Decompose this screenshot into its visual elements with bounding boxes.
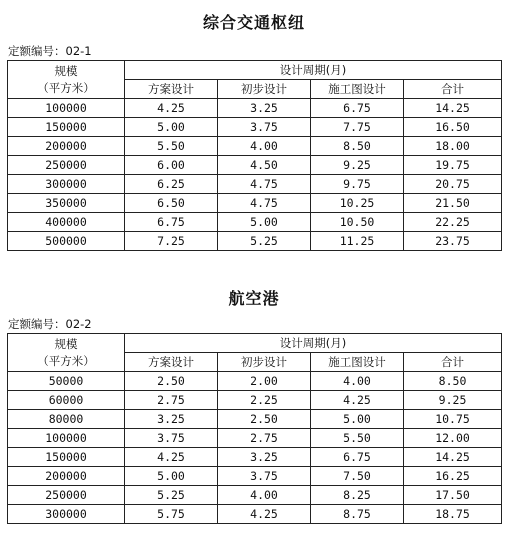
period-cell: 19.75 (404, 156, 502, 175)
period-cell: 20.75 (404, 175, 502, 194)
period-cell: 10.25 (311, 194, 404, 213)
period-cell: 4.50 (218, 156, 311, 175)
period-header: 设计周期(月) (125, 334, 502, 353)
period-cell: 5.50 (311, 429, 404, 448)
period-cell: 4.75 (218, 194, 311, 213)
table-row (8, 486, 502, 505)
period-cell: 4.25 (125, 448, 218, 467)
table-row (8, 118, 502, 137)
period-cell: 18.75 (404, 505, 502, 524)
table-row (8, 372, 502, 391)
scale-cell: 250000 (8, 156, 125, 175)
scale-cell: 50000 (8, 372, 125, 391)
quota-code-label: 定额编号：02-2 (8, 317, 92, 331)
period-cell: 4.00 (218, 137, 311, 156)
table-row (8, 467, 502, 486)
table-row (8, 232, 502, 251)
scale-cell: 350000 (8, 194, 125, 213)
period-cell: 10.50 (311, 213, 404, 232)
table-row (8, 429, 502, 448)
section-title: 航空港 (228, 289, 280, 308)
period-cell: 12.00 (404, 429, 502, 448)
table-row (8, 505, 502, 524)
table-row (8, 448, 502, 467)
period-cell: 14.25 (404, 448, 502, 467)
period-cell: 6.50 (125, 194, 218, 213)
period-cell: 2.00 (218, 372, 311, 391)
period-cell: 5.50 (125, 137, 218, 156)
col-header-construction: 施工图设计 (311, 353, 404, 372)
period-cell: 5.00 (125, 118, 218, 137)
scale-header-unit: （平方米） (37, 353, 95, 368)
col-header-total: 合计 (404, 80, 502, 99)
period-cell: 14.25 (404, 99, 502, 118)
scale-header (8, 334, 125, 372)
col-header-scheme: 方案设计 (125, 353, 218, 372)
period-cell: 18.00 (404, 137, 502, 156)
period-cell: 3.25 (218, 448, 311, 467)
scale-cell: 250000 (8, 486, 125, 505)
period-cell: 4.25 (311, 391, 404, 410)
period-header: 设计周期(月) (125, 61, 502, 80)
period-cell: 16.25 (404, 467, 502, 486)
period-cell: 4.25 (125, 99, 218, 118)
period-cell: 7.75 (311, 118, 404, 137)
period-cell: 9.75 (311, 175, 404, 194)
period-cell: 10.75 (404, 410, 502, 429)
period-cell: 21.50 (404, 194, 502, 213)
scale-cell: 150000 (8, 118, 125, 137)
period-cell: 5.25 (218, 232, 311, 251)
period-cell: 8.50 (404, 372, 502, 391)
period-cell: 5.00 (218, 213, 311, 232)
period-cell: 16.50 (404, 118, 502, 137)
period-cell: 8.75 (311, 505, 404, 524)
period-cell: 2.75 (125, 391, 218, 410)
col-header-construction: 施工图设计 (311, 80, 404, 99)
table-row (8, 137, 502, 156)
period-cell: 6.75 (125, 213, 218, 232)
period-cell: 3.25 (125, 410, 218, 429)
period-cell: 2.50 (125, 372, 218, 391)
table-row (8, 194, 502, 213)
design-period-table (7, 60, 502, 251)
period-cell: 4.25 (218, 505, 311, 524)
period-cell: 4.00 (311, 372, 404, 391)
scale-header-label: 规模 (54, 336, 78, 351)
col-header-preliminary: 初步设计 (218, 80, 311, 99)
table-row (8, 175, 502, 194)
scale-cell: 150000 (8, 448, 125, 467)
table-row (8, 213, 502, 232)
table-row (8, 410, 502, 429)
period-cell: 8.50 (311, 137, 404, 156)
table-row (8, 156, 502, 175)
scale-header-unit: （平方米） (37, 80, 95, 95)
scale-cell: 100000 (8, 99, 125, 118)
period-cell: 11.25 (311, 232, 404, 251)
col-header-preliminary: 初步设计 (218, 353, 311, 372)
scale-cell: 300000 (8, 175, 125, 194)
period-cell: 5.00 (125, 467, 218, 486)
period-cell: 9.25 (404, 391, 502, 410)
table-row (8, 391, 502, 410)
period-cell: 17.50 (404, 486, 502, 505)
scale-cell: 200000 (8, 137, 125, 156)
period-cell: 5.25 (125, 486, 218, 505)
period-cell: 9.25 (311, 156, 404, 175)
period-cell: 6.75 (311, 99, 404, 118)
period-cell: 3.75 (218, 118, 311, 137)
col-header-total: 合计 (404, 353, 502, 372)
period-cell: 7.25 (125, 232, 218, 251)
scale-cell: 300000 (8, 505, 125, 524)
period-cell: 6.00 (125, 156, 218, 175)
col-header-scheme: 方案设计 (125, 80, 218, 99)
section-title: 综合交通枢纽 (202, 13, 305, 32)
period-cell: 8.25 (311, 486, 404, 505)
scale-header (8, 61, 125, 99)
period-cell: 5.00 (311, 410, 404, 429)
period-cell: 22.25 (404, 213, 502, 232)
scale-header-label: 规模 (54, 63, 78, 78)
scale-cell: 200000 (8, 467, 125, 486)
period-cell: 5.75 (125, 505, 218, 524)
period-cell: 2.50 (218, 410, 311, 429)
period-cell: 3.25 (218, 99, 311, 118)
scale-cell: 400000 (8, 213, 125, 232)
scale-cell: 500000 (8, 232, 125, 251)
scale-cell: 80000 (8, 410, 125, 429)
period-cell: 7.50 (311, 467, 404, 486)
period-cell: 6.75 (311, 448, 404, 467)
quota-code-label: 定额编号：02-1 (8, 44, 92, 58)
period-cell: 6.25 (125, 175, 218, 194)
period-cell: 2.25 (218, 391, 311, 410)
design-period-table (7, 333, 502, 524)
period-cell: 3.75 (125, 429, 218, 448)
table-row (8, 99, 502, 118)
period-cell: 3.75 (218, 467, 311, 486)
period-cell: 4.75 (218, 175, 311, 194)
scale-cell: 100000 (8, 429, 125, 448)
scale-cell: 60000 (8, 391, 125, 410)
period-cell: 2.75 (218, 429, 311, 448)
period-cell: 4.00 (218, 486, 311, 505)
period-cell: 23.75 (404, 232, 502, 251)
